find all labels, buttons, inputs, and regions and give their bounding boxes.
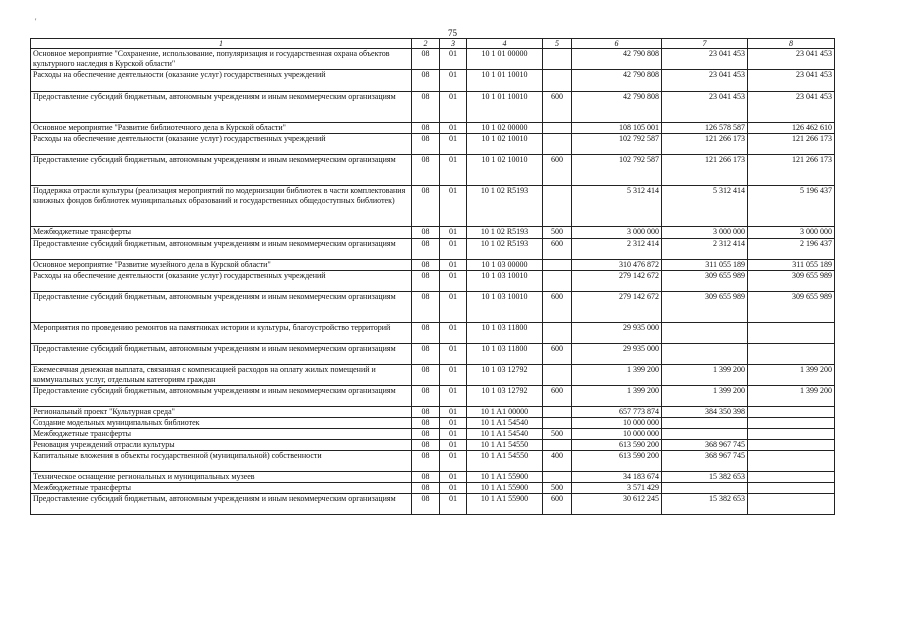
cell-y3 <box>748 483 835 494</box>
cell-y2: 15 382 653 <box>662 494 748 515</box>
cell-csr: 10 1 03 11800 <box>467 344 543 365</box>
cell-rz: 08 <box>412 271 440 292</box>
cell-csr: 10 1 01 00000 <box>467 49 543 70</box>
cell-y2: 23 041 453 <box>662 49 748 70</box>
cell-y2 <box>662 483 748 494</box>
cell-y1: 30 612 245 <box>572 494 662 515</box>
cell-pr: 01 <box>440 260 467 271</box>
cell-pr: 01 <box>440 429 467 440</box>
cell-name: Предоставление субсидий бюджетным, автономным учреждениям и иным некоммерческим организациям <box>31 155 412 186</box>
cell-csr: 10 1 03 00000 <box>467 260 543 271</box>
table-row <box>31 472 835 483</box>
table-row <box>31 429 835 440</box>
cell-y1: 613 590 200 <box>572 440 662 451</box>
cell-csr: 10 1 02 10010 <box>467 155 543 186</box>
cell-name: Межбюджетные трансферты <box>31 227 412 239</box>
cell-vr: 600 <box>543 155 572 186</box>
cell-y1: 310 476 872 <box>572 260 662 271</box>
cell-csr: 10 1 A1 54540 <box>467 418 543 429</box>
cell-y1: 279 142 672 <box>572 292 662 323</box>
cell-vr: 600 <box>543 386 572 407</box>
cell-name: Предоставление субсидий бюджетным, автономным учреждениям и иным некоммерческим организациям <box>31 344 412 365</box>
cell-y2: 1 399 200 <box>662 386 748 407</box>
column-header: 6 <box>572 39 662 49</box>
cell-rz: 08 <box>412 70 440 92</box>
cell-y3 <box>748 344 835 365</box>
cell-rz: 08 <box>412 92 440 123</box>
table-row <box>31 407 835 418</box>
cell-rz: 08 <box>412 49 440 70</box>
table-row <box>31 494 835 515</box>
cell-y2: 15 382 653 <box>662 472 748 483</box>
cell-y3 <box>748 323 835 344</box>
cell-vr: 500 <box>543 227 572 239</box>
cell-vr: 500 <box>543 483 572 494</box>
cell-y3 <box>748 440 835 451</box>
cell-name: Региональный проект "Культурная среда" <box>31 407 412 418</box>
cell-name: Основное мероприятие "Развитие музейного дела в Курской области" <box>31 260 412 271</box>
cell-rz: 08 <box>412 260 440 271</box>
table-row <box>31 134 835 155</box>
cell-rz: 08 <box>412 483 440 494</box>
cell-name: Основное мероприятие "Сохранение, использование, популяризация и государственная охрана объектов культурного наследия в Курской области" <box>31 49 412 70</box>
cell-vr: 600 <box>543 239 572 260</box>
cell-y3: 23 041 453 <box>748 70 835 92</box>
cell-y1: 613 590 200 <box>572 451 662 472</box>
cell-rz: 08 <box>412 239 440 260</box>
table-row <box>31 155 835 186</box>
cell-csr: 10 1 A1 00000 <box>467 407 543 418</box>
cell-vr <box>543 260 572 271</box>
cell-y1: 1 399 200 <box>572 386 662 407</box>
cell-csr: 10 1 A1 54540 <box>467 429 543 440</box>
column-header: 7 <box>662 39 748 49</box>
cell-y3: 1 399 200 <box>748 386 835 407</box>
cell-pr: 01 <box>440 472 467 483</box>
cell-rz: 08 <box>412 418 440 429</box>
cell-y3: 2 196 437 <box>748 239 835 260</box>
cell-csr: 10 1 03 12792 <box>467 386 543 407</box>
cell-vr <box>543 323 572 344</box>
cell-csr: 10 1 01 10010 <box>467 92 543 123</box>
cell-vr <box>543 70 572 92</box>
cell-pr: 01 <box>440 92 467 123</box>
cell-csr: 10 1 02 R5193 <box>467 239 543 260</box>
cell-name: Предоставление субсидий бюджетным, автономным учреждениям и иным некоммерческим организациям <box>31 239 412 260</box>
cell-rz: 08 <box>412 429 440 440</box>
cell-pr: 01 <box>440 123 467 134</box>
cell-csr: 10 1 03 12792 <box>467 365 543 386</box>
cell-name: Предоставление субсидий бюджетным, автономным учреждениям и иным некоммерческим организациям <box>31 386 412 407</box>
cell-y2: 5 312 414 <box>662 186 748 227</box>
cell-name: Ежемесячная денежная выплата, связанная с компенсацией расходов на оплату жилых помещений и коммунальных услуг, отдельным категориям граждан <box>31 365 412 386</box>
cell-name: Капитальные вложения в объекты государственной (муниципальной) собственности <box>31 451 412 472</box>
cell-y2: 311 055 189 <box>662 260 748 271</box>
cell-y1: 42 790 808 <box>572 92 662 123</box>
cell-name: Техническое оснащение региональных и муниципальных музеев <box>31 472 412 483</box>
cell-y2: 368 967 745 <box>662 440 748 451</box>
cell-y1: 2 312 414 <box>572 239 662 260</box>
table-row <box>31 365 835 386</box>
column-header: 4 <box>467 39 543 49</box>
cell-vr: 600 <box>543 292 572 323</box>
cell-y2: 23 041 453 <box>662 92 748 123</box>
cell-vr: 600 <box>543 494 572 515</box>
cell-rz: 08 <box>412 472 440 483</box>
cell-rz: 08 <box>412 227 440 239</box>
cell-vr: 600 <box>543 92 572 123</box>
cell-vr <box>543 407 572 418</box>
cell-pr: 01 <box>440 365 467 386</box>
cell-y1: 3 000 000 <box>572 227 662 239</box>
table-row <box>31 49 835 70</box>
cell-name: Создание модельных муниципальных библиотек <box>31 418 412 429</box>
cell-pr: 01 <box>440 155 467 186</box>
cell-y2 <box>662 429 748 440</box>
cell-y3: 23 041 453 <box>748 49 835 70</box>
cell-rz: 08 <box>412 134 440 155</box>
cell-y3: 23 041 453 <box>748 92 835 123</box>
cell-y2: 368 967 745 <box>662 451 748 472</box>
cell-pr: 01 <box>440 386 467 407</box>
table-row <box>31 483 835 494</box>
cell-y1: 3 571 429 <box>572 483 662 494</box>
cell-y1: 102 792 587 <box>572 155 662 186</box>
cell-rz: 08 <box>412 365 440 386</box>
cell-rz: 08 <box>412 407 440 418</box>
table-row <box>31 451 835 472</box>
cell-name: Предоставление субсидий бюджетным, автономным учреждениям и иным некоммерческим организациям <box>31 494 412 515</box>
cell-csr: 10 1 A1 55900 <box>467 472 543 483</box>
table-row <box>31 292 835 323</box>
cell-y2: 121 266 173 <box>662 155 748 186</box>
cell-rz: 08 <box>412 323 440 344</box>
cell-y2 <box>662 418 748 429</box>
cell-y1: 34 183 674 <box>572 472 662 483</box>
cell-y1: 108 105 001 <box>572 123 662 134</box>
cell-pr: 01 <box>440 292 467 323</box>
cell-rz: 08 <box>412 344 440 365</box>
cell-rz: 08 <box>412 451 440 472</box>
table-row <box>31 227 835 239</box>
column-header: 8 <box>748 39 835 49</box>
cell-rz: 08 <box>412 123 440 134</box>
cell-y1: 29 935 000 <box>572 323 662 344</box>
page-number: 75 <box>448 28 457 38</box>
cell-name: Предоставление субсидий бюджетным, автономным учреждениям и иным некоммерческим организациям <box>31 292 412 323</box>
column-header: 5 <box>543 39 572 49</box>
cell-csr: 10 1 03 10010 <box>467 292 543 323</box>
cell-pr: 01 <box>440 323 467 344</box>
cell-name: Реновация учреждений отрасли культуры <box>31 440 412 451</box>
table-row <box>31 92 835 123</box>
table-row <box>31 186 835 227</box>
cell-pr: 01 <box>440 49 467 70</box>
cell-y2: 23 041 453 <box>662 70 748 92</box>
cell-name: Расходы на обеспечение деятельности (оказание услуг) государственных учреждений <box>31 70 412 92</box>
budget-table <box>30 38 835 515</box>
cell-pr: 01 <box>440 407 467 418</box>
cell-pr: 01 <box>440 227 467 239</box>
cell-y2: 3 000 000 <box>662 227 748 239</box>
cell-y3 <box>748 407 835 418</box>
cell-rz: 08 <box>412 186 440 227</box>
cell-pr: 01 <box>440 239 467 260</box>
column-header: 2 <box>412 39 440 49</box>
table-header-row <box>31 39 835 49</box>
cell-y1: 42 790 808 <box>572 49 662 70</box>
cell-y3 <box>748 451 835 472</box>
cell-y3: 1 399 200 <box>748 365 835 386</box>
cell-y2: 2 312 414 <box>662 239 748 260</box>
cell-vr <box>543 123 572 134</box>
cell-y3: 3 000 000 <box>748 227 835 239</box>
cell-vr <box>543 49 572 70</box>
cell-csr: 10 1 A1 55900 <box>467 483 543 494</box>
cell-rz: 08 <box>412 155 440 186</box>
cell-csr: 10 1 02 R5193 <box>467 186 543 227</box>
cell-y2: 121 266 173 <box>662 134 748 155</box>
cell-vr: 600 <box>543 344 572 365</box>
cell-y3 <box>748 472 835 483</box>
cell-y3: 5 196 437 <box>748 186 835 227</box>
cell-y1: 10 000 000 <box>572 418 662 429</box>
cell-pr: 01 <box>440 494 467 515</box>
cell-y1: 657 773 874 <box>572 407 662 418</box>
cell-y2 <box>662 344 748 365</box>
column-header: 1 <box>31 39 412 49</box>
cell-y1: 42 790 808 <box>572 70 662 92</box>
cell-vr <box>543 271 572 292</box>
cell-y2: 126 578 587 <box>662 123 748 134</box>
cell-csr: 10 1 A1 55900 <box>467 494 543 515</box>
cell-pr: 01 <box>440 483 467 494</box>
cell-rz: 08 <box>412 292 440 323</box>
cell-pr: 01 <box>440 418 467 429</box>
cell-vr: 400 <box>543 451 572 472</box>
cell-name: Основное мероприятие "Развитие библиотечного дела в Курской области" <box>31 123 412 134</box>
cell-y3: 121 266 173 <box>748 134 835 155</box>
table-row <box>31 344 835 365</box>
cell-name: Межбюджетные трансферты <box>31 429 412 440</box>
cell-y2: 309 655 989 <box>662 292 748 323</box>
cell-rz: 08 <box>412 386 440 407</box>
cell-name: Мероприятия по проведению ремонтов на памятниках истории и культуры, благоустройство территорий <box>31 323 412 344</box>
cell-vr <box>543 186 572 227</box>
scan-mark: ' <box>35 17 37 26</box>
cell-y1: 102 792 587 <box>572 134 662 155</box>
cell-vr <box>543 134 572 155</box>
cell-y1: 5 312 414 <box>572 186 662 227</box>
cell-name: Расходы на обеспечение деятельности (оказание услуг) государственных учреждений <box>31 134 412 155</box>
cell-y1: 29 935 000 <box>572 344 662 365</box>
table-row <box>31 271 835 292</box>
table-row <box>31 239 835 260</box>
cell-y3: 311 055 189 <box>748 260 835 271</box>
column-header: 3 <box>440 39 467 49</box>
cell-rz: 08 <box>412 494 440 515</box>
cell-y3 <box>748 429 835 440</box>
cell-y1: 10 000 000 <box>572 429 662 440</box>
cell-pr: 01 <box>440 134 467 155</box>
table-row <box>31 323 835 344</box>
table-body <box>31 49 835 515</box>
cell-pr: 01 <box>440 440 467 451</box>
cell-pr: 01 <box>440 344 467 365</box>
table-row <box>31 70 835 92</box>
cell-y3 <box>748 418 835 429</box>
cell-y1: 279 142 672 <box>572 271 662 292</box>
table-row <box>31 260 835 271</box>
cell-y3: 309 655 989 <box>748 292 835 323</box>
cell-y3: 126 462 610 <box>748 123 835 134</box>
cell-y3 <box>748 494 835 515</box>
cell-vr <box>543 440 572 451</box>
table-row <box>31 440 835 451</box>
cell-y1: 1 399 200 <box>572 365 662 386</box>
cell-y3: 309 655 989 <box>748 271 835 292</box>
cell-csr: 10 1 03 11800 <box>467 323 543 344</box>
table-row <box>31 123 835 134</box>
cell-csr: 10 1 02 R5193 <box>467 227 543 239</box>
cell-vr: 500 <box>543 429 572 440</box>
cell-y2: 1 399 200 <box>662 365 748 386</box>
cell-pr: 01 <box>440 271 467 292</box>
cell-name: Предоставление субсидий бюджетным, автономным учреждениям и иным некоммерческим организациям <box>31 92 412 123</box>
cell-vr <box>543 418 572 429</box>
cell-csr: 10 1 A1 54550 <box>467 440 543 451</box>
table-row <box>31 386 835 407</box>
cell-csr: 10 1 A1 54550 <box>467 451 543 472</box>
cell-y3: 121 266 173 <box>748 155 835 186</box>
cell-rz: 08 <box>412 440 440 451</box>
cell-csr: 10 1 03 10010 <box>467 271 543 292</box>
cell-y2: 384 350 398 <box>662 407 748 418</box>
cell-pr: 01 <box>440 451 467 472</box>
cell-pr: 01 <box>440 186 467 227</box>
table-row <box>31 418 835 429</box>
cell-y2 <box>662 323 748 344</box>
cell-name: Расходы на обеспечение деятельности (оказание услуг) государственных учреждений <box>31 271 412 292</box>
cell-csr: 10 1 01 10010 <box>467 70 543 92</box>
cell-y2: 309 655 989 <box>662 271 748 292</box>
cell-name: Межбюджетные трансферты <box>31 483 412 494</box>
cell-vr <box>543 365 572 386</box>
cell-name: Поддержка отрасли культуры (реализация мероприятий по модернизации библиотек в части комплектования книжных фондов библиотек муниципальных образований и государственных общедоступных библиотек) <box>31 186 412 227</box>
cell-pr: 01 <box>440 70 467 92</box>
cell-csr: 10 1 02 00000 <box>467 123 543 134</box>
cell-vr <box>543 472 572 483</box>
cell-csr: 10 1 02 10010 <box>467 134 543 155</box>
